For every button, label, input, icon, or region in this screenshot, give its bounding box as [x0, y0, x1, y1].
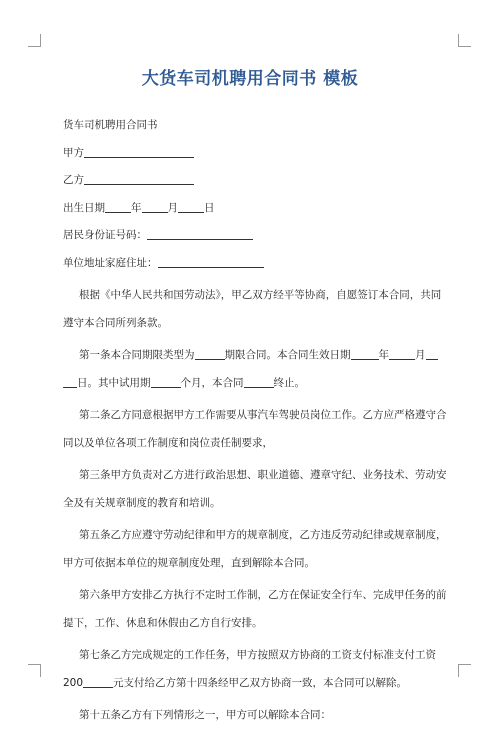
birth-day-blank: [178, 199, 204, 213]
article-6-line-1: 第六条甲方安排乙方执行不定时工作制，乙方在保证安全行车、完成甲任务的前: [79, 589, 447, 601]
id-number-label: 居民身份证号码：: [63, 229, 147, 241]
article-1-month: 月: [415, 349, 426, 361]
year-label: 年: [131, 201, 142, 214]
party-a-blank: [84, 144, 194, 158]
article-5-line-2: 甲方可依据本单位的规章制度处理，直到解除本合同。: [63, 556, 315, 569]
birth-year-blank: [105, 199, 131, 213]
effective-day-blank-cont: [63, 374, 77, 388]
birth-date-line: [63, 196, 441, 221]
id-number-blank: [147, 226, 253, 240]
article-1-text-c: 日。其中试用期: [77, 376, 151, 389]
article-7-text: 元支付给乙方第十四条经甲乙双方协商一致，本合同可以解除。: [113, 676, 408, 689]
article-3-line-2: 全及有关规章制度的教育和培训。: [63, 496, 221, 509]
effective-day-blank: [426, 346, 438, 360]
crop-mark-bottom-right: [458, 664, 471, 677]
article-6-line-2: 提下，工作、休息和休假由乙方自行安排。: [63, 616, 263, 629]
birth-month-blank: [142, 199, 168, 213]
intro-paragraph-line-1: 根据《中华人民共和国劳动法》，甲乙双方经平等协商，自愿签订本合同，共同: [79, 289, 442, 301]
party-a-line: [63, 141, 441, 166]
article-5-line-1: 第五条乙方应遵守劳动纪律和甲方的规章制度，乙方违反劳动纪律或规章制度，: [79, 529, 447, 541]
address-line: [63, 251, 441, 276]
crop-mark-top-right: [458, 34, 471, 47]
article-7-line-2: [63, 671, 441, 696]
crop-mark-bottom-left: [28, 664, 41, 677]
article-1-year: 年: [378, 349, 389, 361]
article-2-line-1: 第二条乙方同意根据甲方工作需要从事汽车驾驶员岗位工作。乙方应严格遵守合: [79, 409, 447, 421]
article-3-line-1: 第三条甲方负责对乙方进行政治思想、职业道德、遵章守纪、业务技术、劳动安: [79, 469, 447, 481]
crop-mark-top-left: [28, 34, 41, 47]
birth-date-label: 出生日期: [63, 201, 105, 214]
article-15-line-1: 第十五条乙方有下列情形之一，甲方可以解除本合同：: [79, 709, 331, 721]
party-b-blank: [84, 171, 194, 185]
article-1-line-1: [63, 343, 441, 368]
article-1-text-e: 终止。: [273, 376, 305, 389]
article-1-text-b: 期限合同。本合同生效日期: [224, 349, 351, 361]
termination-blank: [244, 374, 274, 388]
day-label: 日: [204, 201, 215, 214]
id-number-line: [63, 223, 441, 248]
address-label: 单位地址家庭住址：: [63, 256, 158, 269]
document-body: [63, 113, 447, 731]
effective-month-blank: [389, 346, 415, 360]
doc-name: 货车司机聘用合同书: [63, 119, 158, 131]
month-label: 月: [167, 201, 178, 214]
article-1-text-a: 第一条本合同期限类型为: [79, 349, 195, 361]
probation-blank: [151, 374, 181, 388]
intro-paragraph-line-2: 遵守本合同所列条款。: [63, 316, 168, 329]
term-type-blank: [195, 346, 225, 360]
effective-year-blank: [351, 346, 379, 360]
article-1-text-d: 个月，本合同: [180, 376, 244, 389]
article-7-line-1: 第七条乙方完成规定的工作任务，甲方按照双方协商的工资支付标准支付工资: [79, 649, 436, 661]
party-a-label: 甲方: [63, 146, 84, 159]
wage-amount: 200: [63, 676, 84, 689]
page-title: 大货车司机聘用合同书 模板: [141, 69, 359, 89]
article-1-line-2: [63, 371, 441, 396]
address-blank: [158, 254, 264, 268]
party-b-label: 乙方: [63, 174, 84, 186]
wage-blank: [83, 674, 113, 688]
party-b-line: [63, 168, 441, 193]
article-2-line-2: 同以及单位各项工作制度和岗位责任制要求，: [63, 436, 273, 449]
